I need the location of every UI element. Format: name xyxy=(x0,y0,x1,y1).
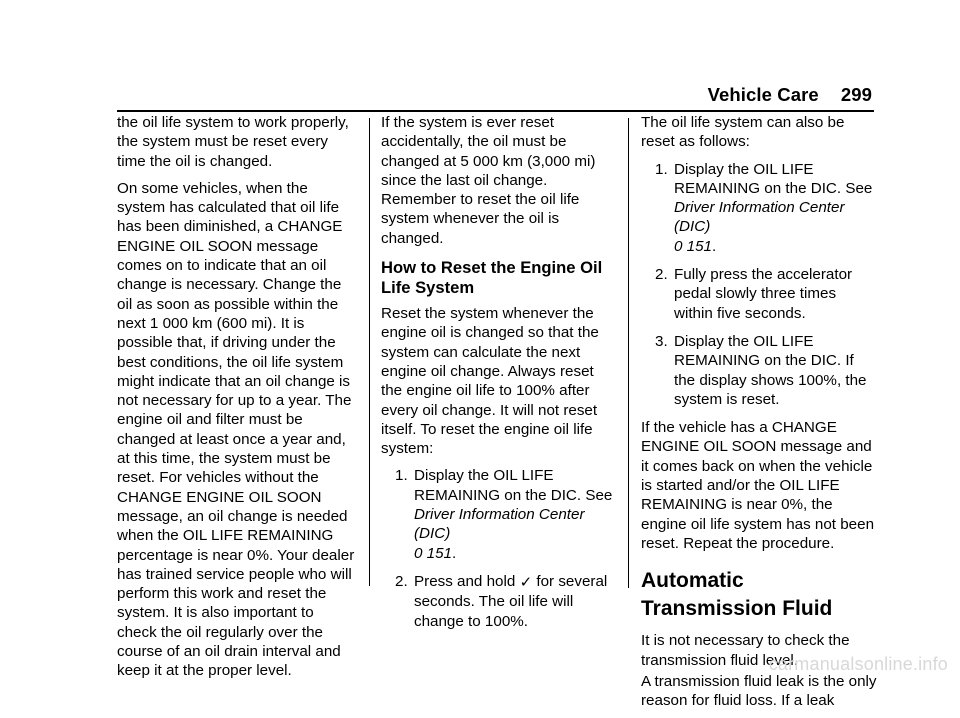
step-text: for several seconds. The oil life will change to 100%. xyxy=(414,572,608,630)
step-number: 3. xyxy=(655,332,668,350)
step-number: 1. xyxy=(655,160,668,178)
column-2 xyxy=(381,113,619,640)
step-number: 1. xyxy=(395,467,408,485)
paragraph: If the system is ever reset accidentally, the oil must be changed at 5 000 km (3,000 mi) since the last oil change. Remember to reset the oil life system whenever the oil is changed. xyxy=(381,114,596,247)
watermark: carmanualsonline.info xyxy=(768,654,948,674)
page-header xyxy=(708,84,872,106)
paragraph: If the vehicle has a CHANGE ENGINE OIL SOON message and it comes back on when the vehicle is started and/or the OIL LIFE REMAINING is near 0%, the engine oil life system has not been reset. Repeat the procedure. xyxy=(641,419,875,552)
page-number: 299 xyxy=(840,84,872,105)
paragraph: On some vehicles, when the system has calculated that oil life has been diminished, a CHANGE ENGINE OIL SOON message comes on to indicate that an oil change is necessary. Change the oil as soon as possible within the next 1 000 km (600 mi). It is possible that, if driving under the best conditions, the oil life system might indicate that an oil change is not necessary for up to a year. The engine oil and filter must be changed at least once a year and, at this time, the system must be reset. For vehicles without the CHANGE ENGINE OIL SOON message, an oil change is needed when the OIL LIFE REMAINING percentage is near 0%. Your dealer has trained service people who will perform this work and reset the system. It is also important to check the oil regularly over the course of an oil drain interval and keep it at the proper level. xyxy=(117,179,355,680)
page-reference-link[interactable]: 0 151 xyxy=(414,544,453,562)
page-reference-link[interactable]: 0 151 xyxy=(674,237,713,255)
steps-list xyxy=(641,160,879,410)
paragraph: Reset the system whenever the engine oil is changed so that the system can calculate the next engine oil change. Always reset the engine oil life to 100% after every oil change. It will not reset itself. To reset the engine oil life system: xyxy=(381,305,599,458)
section-heading: How to Reset the Engine Oil Life System xyxy=(381,258,603,298)
header-rule xyxy=(117,110,874,112)
column-1 xyxy=(117,113,355,689)
paragraph: It is not necessary to check the transmission fluid level. xyxy=(641,632,850,669)
paragraph: the oil life system to work properly, the system must be reset every time the oil is changed. xyxy=(117,114,349,170)
cross-reference-link[interactable]: Driver Information Center (DIC) xyxy=(414,506,585,543)
paragraph: The oil life system can also be reset as follows: xyxy=(641,114,845,151)
column-divider-2 xyxy=(628,118,629,588)
step-end: . xyxy=(712,237,717,255)
list-item xyxy=(641,332,879,409)
step-end: . xyxy=(452,544,457,562)
step-text: Press and hold xyxy=(414,572,516,590)
section-title: Vehicle Care xyxy=(707,84,819,105)
column-3 xyxy=(641,113,879,718)
step-text: Display the OIL LIFE REMAINING on the DIC. See xyxy=(674,160,873,197)
step-number: 2. xyxy=(655,266,668,284)
step-text: Display the OIL LIFE REMAINING on the DIC. If the display shows 100%, the system is reset. xyxy=(674,332,867,408)
list-item xyxy=(641,265,879,323)
step-text: Fully press the accelerator pedal slowly three times within five seconds. xyxy=(674,266,853,322)
cross-reference-link[interactable]: Driver Information Center (DIC) xyxy=(674,199,845,236)
paragraph: A transmission fluid leak is the only reason for fluid loss. If a leak xyxy=(641,672,877,710)
steps-list xyxy=(381,466,619,630)
column-divider-1 xyxy=(369,118,370,586)
list-item xyxy=(381,572,619,631)
section-heading: Automatic Transmission Fluid xyxy=(641,569,833,621)
list-item xyxy=(381,466,619,562)
step-text: Display the OIL LIFE REMAINING on the DIC. See xyxy=(414,467,613,504)
checkmark-icon: ✓ xyxy=(519,573,533,591)
list-item xyxy=(641,160,879,256)
step-number: 2. xyxy=(395,572,408,590)
